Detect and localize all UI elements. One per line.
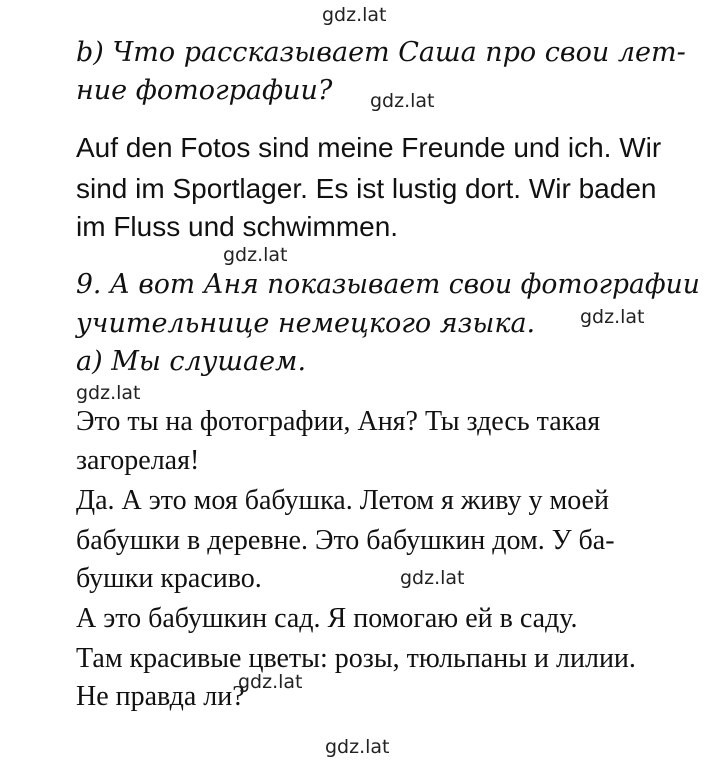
watermark: gdz.lat [400,567,465,589]
dialogue-p2-line-2: бабушки в деревне. Это бабушкин дом. У ба- [76,525,615,556]
german-answer-line-1: Auf den Fotos sind meine Freunde und ich. Wir [76,132,662,163]
task-9-line-1: 9. А вот Аня показывает свои фотографии [76,269,700,300]
watermark: gdz.lat [223,244,288,266]
watermark: gdz.lat [370,90,435,112]
dialogue-p2-line-1: Да. А это моя бабушка. Летом я живу у моей [76,485,609,516]
watermark: gdz.lat [238,671,303,693]
question-b-line-2: ние фотографии? [76,75,333,106]
task-9-line-2: учительнице немецкого языка. [76,308,536,339]
watermark: gdz.lat [322,4,387,26]
dialogue-p2-line-3: бушки красиво. [76,563,262,594]
dialogue-p1-line-2: загорелая! [76,445,200,476]
german-answer-line-2: sind im Sportlager. Es ist lustig dort. Wir baden [76,173,657,204]
dialogue-p1-line-1: Это ты на фотографии, Аня? Ты здесь такая [76,406,601,437]
dialogue-p3-line-1: А это бабушкин сад. Я помогаю ей в саду. [76,603,578,634]
watermark: gdz.lat [580,306,645,328]
dialogue-p3-line-2: Там красивые цветы: розы, тюльпаны и лилии. [76,643,636,674]
dialogue-p3-line-3: Не правда ли? [76,681,245,712]
german-answer-line-3: im Fluss und schwimmen. [76,211,399,242]
watermark: gdz.lat [325,736,390,758]
question-b-line-1: b) Что рассказывает Саша про свои лет- [76,37,686,68]
task-9a-line: a) Мы слушаем. [76,346,307,377]
watermark: gdz.lat [76,382,141,404]
